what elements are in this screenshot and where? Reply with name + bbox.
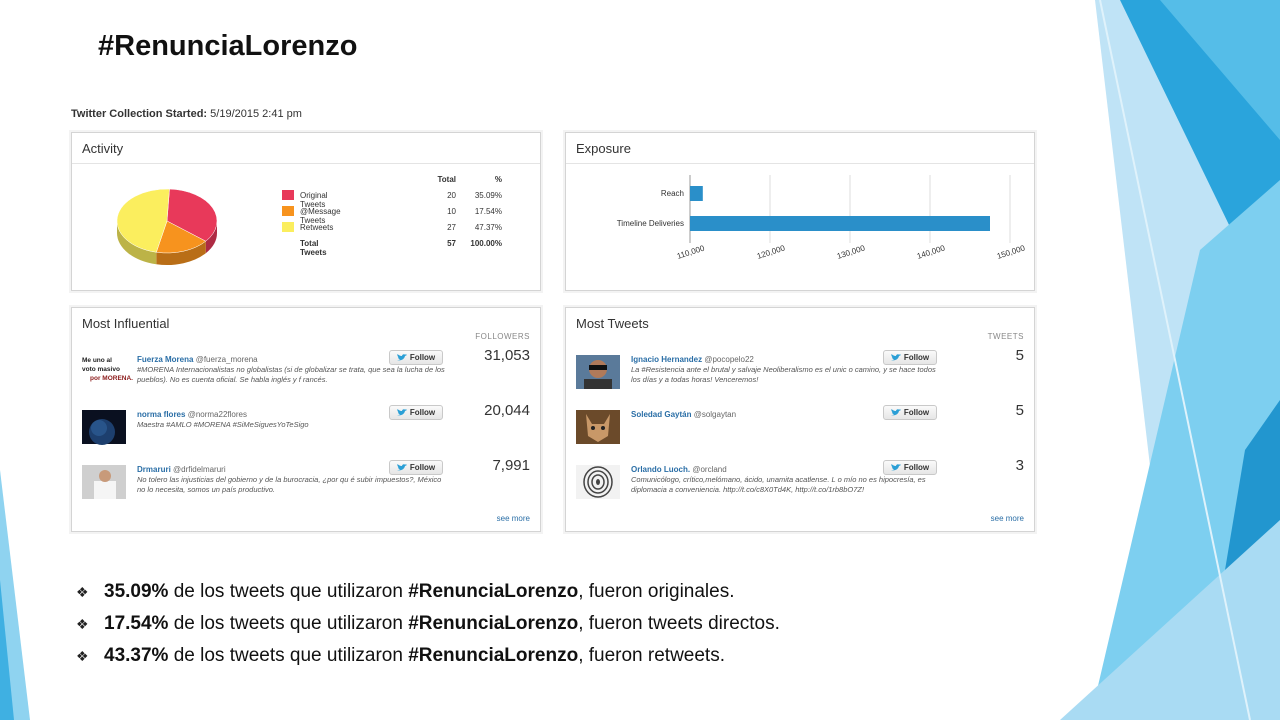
x-tick-label: 120,000 — [755, 243, 787, 261]
see-more-link[interactable]: see more — [990, 514, 1024, 523]
bullet-pct: 17.54% — [104, 613, 169, 634]
x-tick-label: 110,000 — [675, 243, 706, 261]
twitter-bird-icon — [397, 354, 407, 362]
pct-header: % — [494, 175, 502, 184]
x-tick-label: 150,000 — [995, 243, 1027, 261]
most-influential-title: Most Influential — [82, 316, 170, 331]
followers-count: 20,044 — [484, 402, 530, 419]
bullet-pct: 35.09% — [104, 581, 169, 602]
user-name: Fuerza Morena — [137, 355, 194, 364]
row-label: @Message Tweets — [300, 207, 341, 225]
user-handle: @fuerza_morena — [195, 355, 258, 364]
summary-bullet — [76, 640, 780, 672]
user-handle: @orcland — [692, 465, 727, 474]
legend-swatch — [282, 190, 294, 200]
twitter-bird-icon — [397, 409, 407, 417]
collection-started — [71, 108, 302, 120]
diamond-bullet-icon: ❖ — [76, 583, 89, 600]
user-bio: Maestra #AMLO #MORENA #SiMeSiguesYoTeSigo — [137, 420, 309, 429]
user-name-link[interactable] — [631, 465, 727, 474]
row-total: 27 — [447, 223, 456, 232]
follow-label: Follow — [903, 463, 930, 472]
bar-1 — [690, 216, 990, 231]
row-total: 20 — [447, 191, 456, 200]
user-name: Drmaruri — [137, 465, 171, 474]
tweets-header: TWEETS — [987, 332, 1024, 341]
activity-pie-chart — [102, 171, 232, 281]
follow-button[interactable] — [389, 405, 443, 420]
twitter-bird-icon — [397, 464, 407, 472]
most-influential-panel — [71, 307, 541, 532]
user-bio: La #Resistencia ante el brutal y salvaje Neoliberalismo es el unic o camino, y se hace todos los días y a todas horas! Venceremos! — [631, 365, 936, 384]
row-label: Total Tweets — [300, 239, 327, 257]
user-name-link[interactable] — [137, 465, 226, 474]
summary-bullets — [76, 576, 780, 672]
follow-button[interactable] — [883, 405, 937, 420]
follow-label: Follow — [409, 353, 436, 362]
user-name-link[interactable] — [137, 410, 247, 419]
list-item — [566, 457, 1034, 515]
user-name-link[interactable] — [631, 355, 754, 364]
exposure-panel — [565, 132, 1035, 291]
user-handle: @drfidelmaruri — [173, 465, 226, 474]
summary-bullet — [76, 608, 780, 640]
list-item — [566, 402, 1034, 460]
avatar-text-3: por MORENA. — [90, 375, 133, 382]
summary-bullet — [76, 576, 780, 608]
user-name: Ignacio Hernandez — [631, 355, 703, 364]
follow-label: Follow — [903, 353, 930, 362]
bullet-mid: de los tweets que utilizaron — [168, 613, 409, 634]
user-bio: Comunicólogo, crítico,melómano, ácido, unamita acatlense. L o mío no es hipocresía, es diplomacia a conveniencia. http://t.co/c8X0Td4K, http://t.co/1rb8bO7Z! — [631, 475, 926, 494]
avatar — [82, 355, 133, 389]
category-label: Timeline Deliveries — [616, 219, 684, 228]
x-tick-label: 130,000 — [835, 243, 867, 261]
followers-header: FOLLOWERS — [475, 332, 530, 341]
x-tick-label: 140,000 — [915, 243, 947, 261]
activity-title: Activity — [82, 141, 124, 156]
user-name-link[interactable] — [137, 355, 258, 364]
row-pct: 17.54% — [474, 207, 502, 216]
activity-panel — [71, 132, 541, 291]
avatar — [576, 465, 620, 499]
see-more-link[interactable]: see more — [496, 514, 530, 523]
user-name: Soledad Gaytán — [631, 410, 692, 419]
legend-swatch — [282, 206, 294, 216]
avatar-text-1: Me uno al — [82, 357, 112, 364]
list-item — [72, 347, 540, 405]
avatar — [576, 410, 620, 444]
bullet-tag: #RenunciaLorenzo — [408, 581, 579, 602]
follow-button[interactable] — [389, 460, 443, 475]
avatar-text-2: voto masivo — [82, 366, 120, 373]
bullet-end: , fueron originales. — [578, 581, 735, 602]
category-label: Reach — [660, 189, 684, 198]
follow-label: Follow — [409, 463, 436, 472]
avatar — [576, 355, 620, 389]
user-handle: @solgaytan — [693, 410, 737, 419]
bullet-mid: de los tweets que utilizaron — [168, 645, 409, 666]
user-handle: @pocopelo22 — [704, 355, 754, 364]
row-label: Retweets — [300, 223, 334, 232]
tweets-count: 3 — [1015, 457, 1024, 474]
most-tweets-title: Most Tweets — [576, 316, 649, 331]
followers-count: 7,991 — [492, 457, 530, 474]
twitter-bird-icon — [891, 354, 901, 362]
collection-value: 5/19/2015 2:41 pm — [210, 108, 302, 120]
follow-button[interactable] — [883, 350, 937, 365]
list-item — [566, 347, 1034, 405]
tweets-count: 5 — [1015, 347, 1024, 364]
row-pct: 35.09% — [474, 191, 502, 200]
bullet-pct: 43.37% — [104, 645, 169, 666]
total-header: Total — [437, 175, 456, 184]
follow-button[interactable] — [883, 460, 937, 475]
user-bio: No tolero las injusticias del gobierno y de la burocracia, ¿por qu é subir impuestos?, México no lo necesita, somos un país productivo. — [137, 475, 442, 494]
most-tweets-panel — [565, 307, 1035, 532]
bar-0 — [690, 186, 703, 201]
follow-button[interactable] — [389, 350, 443, 365]
legend-swatch — [282, 222, 294, 232]
collection-label: Twitter Collection Started: — [71, 108, 208, 120]
follow-label: Follow — [903, 408, 930, 417]
list-item — [72, 457, 540, 515]
user-bio: #MORENA Internacionalistas no globalistas (si de globalizar se trata, que sea la lucha de los pueblos). No es cuenta oficial. Se habla inglés y f rancés. — [137, 365, 445, 384]
follow-label: Follow — [409, 408, 436, 417]
user-handle: @norma22flores — [187, 410, 247, 419]
bullet-mid: de los tweets que utilizaron — [168, 581, 409, 602]
slide-title: #RenunciaLorenzo — [98, 30, 358, 62]
tweets-count: 5 — [1015, 402, 1024, 419]
user-name-link[interactable] — [631, 410, 736, 419]
bullet-end: , fueron tweets directos. — [578, 613, 780, 634]
list-item — [72, 402, 540, 460]
divider — [72, 163, 540, 164]
bullet-end: , fueron retweets. — [578, 645, 725, 666]
user-name: Orlando Luoch. — [631, 465, 691, 474]
row-pct: 100.00% — [470, 239, 502, 248]
twitter-bird-icon — [891, 409, 901, 417]
twitter-bird-icon — [891, 464, 901, 472]
row-total: 57 — [447, 239, 456, 248]
row-label: Original Tweets — [300, 191, 328, 209]
diamond-bullet-icon: ❖ — [76, 615, 89, 632]
followers-count: 31,053 — [484, 347, 530, 364]
avatar — [82, 410, 126, 444]
exposure-bar-chart — [566, 133, 1034, 290]
avatar — [82, 465, 126, 499]
row-pct: 47.37% — [474, 223, 502, 232]
diamond-bullet-icon: ❖ — [76, 647, 89, 664]
row-total: 10 — [447, 207, 456, 216]
user-name: norma flores — [137, 410, 186, 419]
exposure-title: Exposure — [576, 141, 631, 156]
bullet-tag: #RenunciaLorenzo — [408, 613, 579, 634]
bullet-tag: #RenunciaLorenzo — [408, 645, 579, 666]
